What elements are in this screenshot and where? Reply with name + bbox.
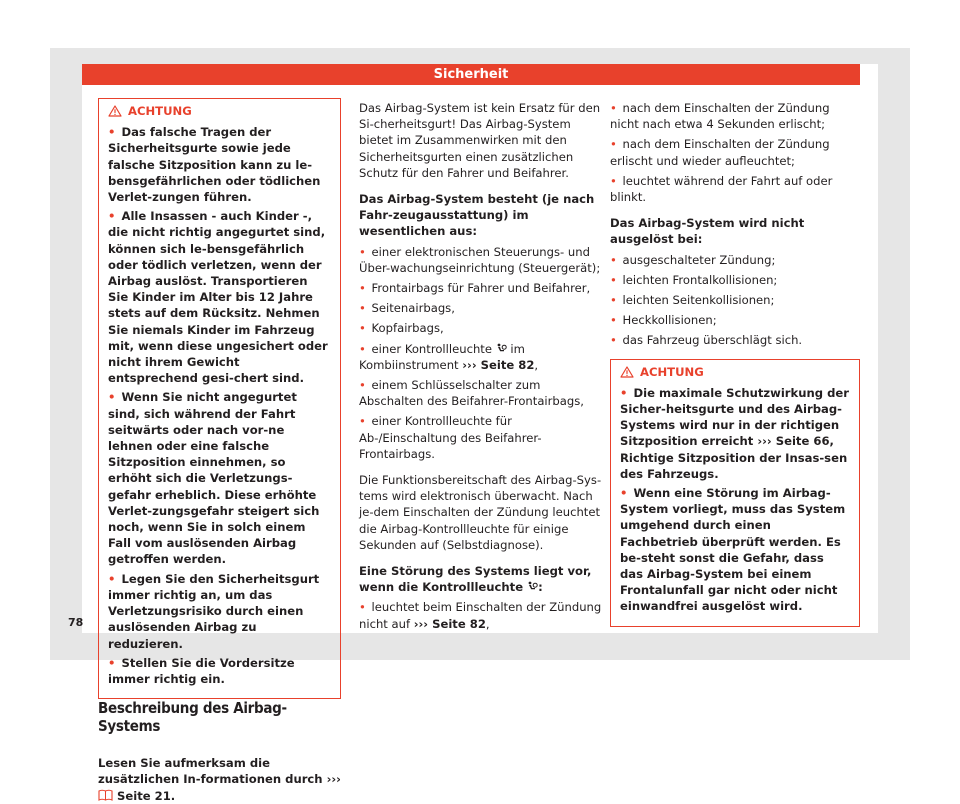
list-item: • einem Schlüsselschalter zum Abschalten des Beifahrer-Frontairbags, (359, 378, 584, 409)
bullet-icon: • (610, 333, 617, 348)
section-heading: Beschreibung des Airbag-Systems (98, 699, 287, 736)
warning-box (98, 98, 341, 699)
warning-title-text: ACHTUNG (640, 364, 704, 379)
warning-list (108, 124, 331, 687)
list-item: • einer Kontrollleuchte für Ab-/Einschaltung des Beifahrer-Frontairbags. (359, 414, 542, 461)
warning-title (620, 364, 850, 380)
list-item: • einer elektronischen Steuerungs- und Über-wachungseinrichtung (Steuergerät); (359, 244, 601, 275)
bullet-icon: • (108, 655, 116, 670)
list-item: • Kopfairbags, (359, 321, 444, 336)
warning-title (108, 103, 331, 119)
warning-box (610, 359, 860, 627)
list-item: • nach dem Einschalten der Zündung nicht nach etwa 4 Sekunden erlischt; (610, 101, 830, 132)
list-item: • nach dem Einschalten der Zündung erlischt und wieder aufleuchtet; (610, 137, 830, 168)
warning-title-text: ACHTUNG (128, 104, 192, 118)
bullet-icon: • (610, 137, 617, 152)
bullet-icon: • (108, 209, 116, 224)
bullet-icon: • (610, 173, 617, 188)
page-reference-link[interactable]: ››› Seite 82 (462, 357, 535, 372)
page-reference-link[interactable]: ››› Seite 66, Richtige Sitzposition der Insas-sen des Fahrzeugs. (620, 434, 848, 481)
airbag-warning-lamp-icon (496, 343, 507, 354)
book-icon (98, 789, 113, 801)
bullet-icon: • (108, 571, 116, 586)
list-item: • Alle Insassen - auch Kinder -, die nicht richtig angegurtet sind, können sich le-bensgefährlich oder tödlich verletzen, wenn der Airbag auslöst. Transportieren Sie Kinder im Alter bis 12 Jahre stets auf dem Rücksitz. Nehmen Sie niemals Kinder im Fahrzeug mit, wenn diese ungesichert oder nicht ihrem Gewicht entsprechend gesi-chert sind. (108, 209, 328, 386)
subheading: Das Airbag-System besteht (je nach Fahr-zeugausstattung) im wesentlichen aus: (359, 192, 595, 239)
list-item: • leuchtet während der Fahrt auf oder blinkt. (610, 173, 833, 205)
page-number: 78 (68, 616, 84, 629)
bullet-icon: • (610, 293, 617, 308)
list-item: • Legen Sie den Sicherheitsgurt immer richtig an, um das Verletzungsrisiko durch einen auslösenden Airbag zu reduzieren. (108, 571, 320, 651)
list-item: • Wenn Sie nicht angegurtet sind, sich während der Fahrt seitwärts oder nach vor-ne lehnen oder eine falsche Sitzposition einnehmen, so erhöht sich die Verletzungs-gefahr erheblich. Diese erhöhte Verlet-zungsgefahr steigert sich noch, wenn Sie in solch einem Fall vom auslösenden Airbag getroffen werden. (108, 390, 320, 567)
warning-triangle-icon (620, 366, 634, 378)
column-left (98, 98, 341, 804)
reference-arrow: ››› (326, 772, 341, 787)
bullet-icon: • (359, 414, 366, 429)
bullet-icon: • (359, 281, 366, 296)
column-middle (359, 100, 603, 632)
bullet-icon: • (620, 486, 628, 501)
bullet-icon: • (359, 600, 366, 615)
list-item: • ausgeschalteter Zündung; (610, 252, 776, 267)
list-item: • einer Kontrollleuchte im Kombiinstrument ››› Seite 82, (359, 341, 539, 372)
page-reference-link[interactable]: Seite 21. (117, 788, 176, 803)
warning-triangle-icon (108, 105, 122, 117)
airbag-warning-lamp-icon (527, 581, 538, 592)
subheading: Eine Störung des Systems liegt vor, wenn die Kontrollleuchte : (359, 564, 592, 595)
list-item: • das Fahrzeug überschlägt sich. (610, 333, 803, 348)
bullet-icon: • (359, 321, 366, 336)
bullet-icon: • (610, 252, 617, 267)
bullet-icon: • (108, 390, 116, 405)
page-reference-link[interactable]: ››› Seite 82 (413, 616, 486, 631)
bullet-icon: • (610, 101, 617, 115)
bullet-icon: • (610, 272, 617, 287)
bullet-icon: • (108, 125, 116, 140)
list-item: • Seitenairbags, (359, 301, 455, 316)
column-right (610, 100, 860, 627)
page-header: Sicherheit (82, 64, 860, 85)
bullet-icon: • (610, 313, 617, 328)
paragraph: Die Funktionsbereitschaft des Airbag-Sys-tems wird elektronisch überwacht. Nach je-dem Einschalten der Zündung leuchtet die Airbag-Kontrollleuchte für einige Sekunden auf (Selbstdiagnose). (359, 473, 602, 552)
bullet-icon: • (359, 244, 366, 259)
bullet-icon: • (359, 378, 366, 393)
list-item: • leuchtet beim Einschalten der Zündung nicht auf ››› Seite 82, (359, 600, 602, 631)
subheading: Das Airbag-System wird nicht ausgelöst bei: (610, 216, 805, 247)
list-item: • leichten Seitenkollisionen; (610, 293, 775, 308)
list-item: • leichten Frontalkollisionen; (610, 272, 778, 287)
bullet-icon: • (359, 301, 366, 316)
list-item: • Das falsche Tragen der Sicherheitsgurte sowie jede falsche Sitzposition kann zu le-bensgefährlichen oder tödlichen Verlet-zungen führen. (108, 125, 321, 205)
section-intro: Lesen Sie aufmerksam die zusätzlichen In-formationen durch ››› Seite 21. (98, 756, 341, 803)
list-item: • Die maximale Schutzwirkung der Sicher-heitsgurte und des Airbag-Systems wird nur in der richtigen Sitzposition erreicht ››› Seite 66, Richtige Sitzposition der Insas-sen des Fahrzeugs. (620, 385, 849, 481)
bullet-icon: • (620, 385, 628, 400)
list-item: • Frontairbags für Fahrer und Beifahrer, (359, 281, 591, 296)
warning-list (620, 385, 850, 615)
list-item: • Wenn eine Störung im Airbag-System vorliegt, muss das System umgehend durch einen Fachbetrieb überprüft werden. Es be-steht sonst die Gefahr, dass das Airbag-System bei einem Frontalunfall gar nicht oder nicht einwandfrei ausgelöst wird. (620, 486, 846, 614)
list-item: • Stellen Sie die Vordersitze immer richtig ein. (108, 655, 295, 686)
paragraph: Das Airbag-System ist kein Ersatz für den Si-cherheitsgurt! Das Airbag-System bietet im Zusammenwirken mit den Sicherheitsgurten einen zusätzlichen Schutz für den Fahrer und Beifahrer. (359, 101, 601, 180)
list-item: • Heckkollisionen; (610, 313, 717, 328)
bullet-icon: • (359, 341, 366, 356)
